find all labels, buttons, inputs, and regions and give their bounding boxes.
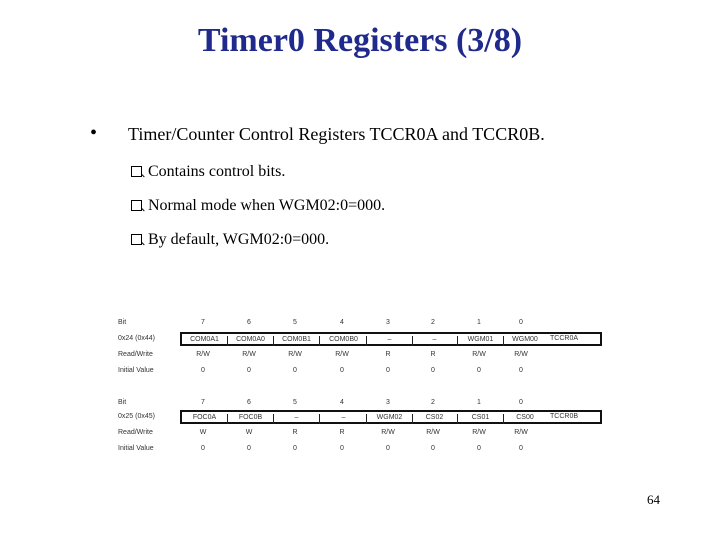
checkbox-bullet-icon: [131, 200, 142, 211]
bullet-text: Timer/Counter Control Registers TCCR0A and TCCR0B.: [128, 124, 545, 144]
field-row: [118, 410, 588, 425]
initial-value: 0: [247, 367, 251, 374]
subitem-contains-control-bits: Contains control bits.: [131, 163, 285, 181]
initial-value: 0: [201, 367, 205, 374]
initial-value: 0: [293, 367, 297, 374]
row-label: Read/Write: [118, 351, 153, 358]
row-label: Initial Value: [118, 367, 154, 374]
initial-value: 0: [477, 445, 481, 452]
initial-value: 0: [386, 445, 390, 452]
rw-value: R: [292, 429, 298, 436]
rw-value: R/W: [335, 351, 349, 358]
register-field: COM0A1: [182, 336, 228, 346]
initial-value: 0: [340, 367, 344, 374]
bit-number: 2: [431, 399, 435, 406]
rw-value: R/W: [381, 429, 395, 436]
register-field: –: [321, 414, 367, 424]
rw-value: R: [339, 429, 345, 436]
rw-value: R/W: [426, 429, 440, 436]
rw-value: R: [430, 351, 436, 358]
page-number: 64: [647, 492, 660, 507]
checkbox-bullet-icon: [131, 166, 142, 177]
bit-number: 6: [247, 399, 251, 406]
register-field: CS02: [412, 414, 458, 424]
bullet-symbol: •: [90, 122, 98, 144]
bit-number: 1: [477, 399, 481, 406]
rw-value: W: [199, 429, 207, 436]
bit-number: 5: [293, 319, 297, 326]
initial-value: 0: [519, 367, 523, 374]
register-field: CS00: [516, 414, 534, 421]
bit-number: 4: [340, 399, 344, 406]
bit-number: 4: [340, 319, 344, 326]
subitem-by-default: By default, WGM02:0=000.: [131, 231, 329, 249]
bit-row: [118, 396, 588, 411]
rw-value: R/W: [288, 351, 302, 358]
row-label: Bit: [118, 399, 127, 406]
rw-value: R/W: [472, 429, 486, 436]
field-row: [118, 332, 588, 347]
rw-row: [118, 348, 588, 363]
bit-number: 3: [386, 399, 390, 406]
initial-value: 0: [340, 445, 344, 452]
initial-value: 0: [477, 367, 481, 374]
rw-value: R: [385, 351, 391, 358]
register-field: FOC0B: [228, 414, 274, 424]
bit-number: 1: [477, 319, 481, 326]
register-field: COM0A0: [228, 336, 274, 346]
register-field: –: [412, 336, 458, 346]
row-label: Bit: [118, 319, 127, 326]
rw-value: R/W: [514, 351, 528, 358]
register-field: COM0B1: [274, 336, 320, 346]
register-name: TCCR0B: [550, 413, 579, 420]
rw-row: [118, 426, 588, 441]
register-name: TCCR0A: [550, 335, 579, 342]
register-field: –: [367, 336, 413, 346]
bit-number: 7: [201, 399, 205, 406]
row-label: Read/Write: [118, 429, 153, 436]
bit-number: 3: [386, 319, 390, 326]
bit-number: 2: [431, 319, 435, 326]
subitem-normal-mode: Normal mode when WGM02:0=000.: [131, 197, 385, 215]
initial-value: 0: [431, 445, 435, 452]
initial-row: [118, 364, 588, 379]
rw-value: W: [245, 429, 253, 436]
bit-number: 6: [247, 319, 251, 326]
initial-row: [118, 442, 588, 457]
initial-value: 0: [386, 367, 390, 374]
row-label: 0x24 (0x44): [118, 335, 155, 342]
initial-value: 0: [293, 445, 297, 452]
initial-value: 0: [201, 445, 205, 452]
register-field-box: [180, 332, 602, 346]
register-field: WGM02: [367, 414, 413, 424]
register-field: WGM01: [458, 336, 504, 346]
bit-number: 5: [293, 399, 297, 406]
bit-number: 0: [519, 399, 523, 406]
rw-value: R/W: [472, 351, 486, 358]
register-field: –: [274, 414, 320, 424]
register-field-box: [180, 410, 602, 424]
slide-title: Timer0 Registers (3/8): [197, 22, 523, 59]
row-label: 0x25 (0x45): [118, 413, 155, 420]
bit-number: 7: [201, 319, 205, 326]
initial-value: 0: [431, 367, 435, 374]
register-field: FOC0A: [182, 414, 228, 424]
rw-value: R/W: [196, 351, 210, 358]
initial-value: 0: [519, 445, 523, 452]
initial-value: 0: [247, 445, 251, 452]
register-field: COM0B0: [321, 336, 367, 346]
register-field: CS01: [458, 414, 504, 424]
row-label: Initial Value: [118, 445, 154, 452]
rw-value: R/W: [514, 429, 528, 436]
register-field: WGM00: [512, 336, 538, 343]
checkbox-bullet-icon: [131, 234, 142, 245]
rw-value: R/W: [242, 351, 256, 358]
bit-number: 0: [519, 319, 523, 326]
bit-row: [118, 316, 588, 331]
